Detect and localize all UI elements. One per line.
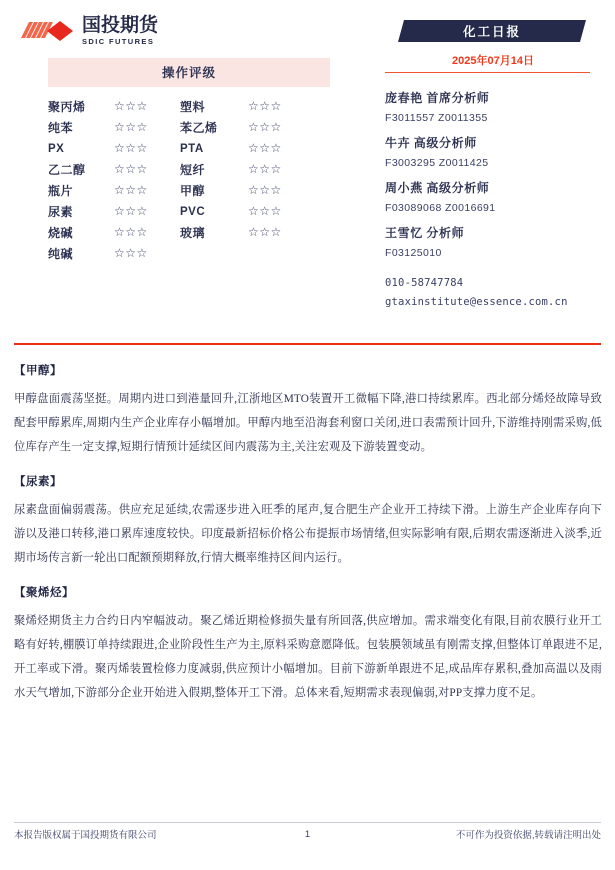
rating-name: PVC (180, 205, 206, 218)
rating-stars: ☆☆☆ (248, 162, 282, 176)
contact-block (385, 274, 600, 312)
analyst-license-code: F3011557 Z0011355 (385, 112, 488, 125)
logo-english-name: SDIC FUTURES (82, 36, 155, 46)
section-heading: 【尿素】 (14, 476, 62, 488)
rating-table-title: 操作评级 (48, 58, 330, 87)
report-header (0, 0, 615, 345)
rating-stars: ☆☆☆ (114, 162, 148, 176)
table-row (48, 222, 330, 243)
rating-stars: ☆☆☆ (114, 99, 148, 113)
analyst-name: 王雪忆 分析师 (385, 226, 465, 241)
rating-stars: ☆☆☆ (114, 183, 148, 197)
date-underline (385, 72, 590, 73)
rating-name: 玻璃 (180, 226, 206, 240)
rating-stars: ☆☆☆ (248, 225, 282, 239)
footer-copyright: 本报告版权属于国投期货有限公司 (14, 830, 157, 841)
section-polyolefin (14, 584, 602, 705)
report-title: 化工日报 (462, 25, 521, 39)
rating-name: 纯碱 (48, 247, 74, 261)
rating-name: 甲醇 (180, 184, 206, 198)
analyst-name: 庞春艳 首席分析师 (385, 91, 490, 106)
table-row (48, 138, 330, 159)
logo-wordmark (82, 16, 158, 47)
rating-name: 苯乙烯 (180, 121, 218, 135)
section-paragraph: 尿素盘面偏弱震荡。供应充足延续,农需逐步进入旺季的尾声,复合肥生产企业开工持续下滑。上游生产企业库存向下游以及港口转移,港口累库速度较快。印度最新招标价格公布提振市场情绪,但实际影响有限,后期农需逐渐进入淡季,近期市场传言新一轮出口配额预期释放,行情大概率维持区间内运行。 (14, 504, 602, 564)
table-row (48, 201, 330, 222)
operation-rating-table (48, 58, 330, 264)
rating-name: 纯苯 (48, 121, 74, 135)
rating-stars: ☆☆☆ (114, 120, 148, 134)
table-row (48, 159, 330, 180)
contact-email[interactable]: gtaxinstitute@essence.com.cn (385, 296, 568, 309)
analyst-name: 牛卉 高级分析师 (385, 136, 477, 151)
logo-chinese-name: 国投期货 (82, 14, 159, 36)
rating-stars: ☆☆☆ (248, 204, 282, 218)
analyst-name: 周小燕 高级分析师 (385, 181, 490, 196)
rating-name: 瓶片 (48, 184, 74, 198)
rating-stars: ☆☆☆ (248, 183, 282, 197)
header-right-column (385, 0, 600, 312)
analyst-license-code: F03125010 (385, 247, 442, 260)
section-heading: 【聚烯烃】 (14, 587, 74, 599)
rating-stars: ☆☆☆ (248, 141, 282, 155)
rating-table-rows (48, 96, 330, 264)
section-urea (14, 473, 602, 570)
rating-stars: ☆☆☆ (248, 99, 282, 113)
footer-disclaimer: 不可作为投资依据,转载请注明出处 (455, 830, 601, 841)
table-row (48, 117, 330, 138)
page-number: 1 (304, 828, 311, 840)
rating-name: 尿素 (48, 205, 74, 219)
rating-name: PTA (180, 142, 204, 155)
table-row (48, 96, 330, 117)
rating-name: 烧碱 (48, 226, 74, 240)
section-heading: 【甲醇】 (14, 365, 62, 377)
report-date-wrap (398, 51, 588, 69)
list-item (385, 225, 600, 262)
footer-divider (14, 822, 601, 823)
rating-stars: ☆☆☆ (114, 225, 148, 239)
logo-mark-icon (20, 16, 78, 46)
company-logo (20, 14, 158, 48)
rating-name: 乙二醇 (48, 163, 86, 177)
section-paragraph: 甲醇盘面震荡坚挺。周期内进口到港量回升,江浙地区MTO装置开工微幅下降,港口持续累库。西北部分烯烃故障导致配套甲醇累库,周期内生产企业库存小幅增加。甲醇内地至沿海套利窗口关闭,进口表需预计回升,下游维持刚需采购,低位库存产生一定支撑,短期行情预计延续区间内震荡为主,关注宏观及下游装置变动。 (14, 393, 602, 453)
report-footer (14, 827, 601, 841)
list-item (385, 90, 600, 127)
analyst-license-code: F03089068 Z0016691 (385, 202, 496, 215)
analyst-list (385, 90, 600, 262)
rating-name: PX (48, 142, 65, 155)
table-row (48, 180, 330, 201)
rating-name: 聚丙烯 (48, 100, 86, 114)
table-row (48, 243, 330, 264)
section-methanol (14, 362, 602, 459)
section-paragraph: 聚烯烃期货主力合约日内窄幅波动。聚乙烯近期检修损失量有所回落,供应增加。需求端变化有限,目前农膜行业开工略有好转,棚膜订单持续跟进,企业阶段性生产为主,原料采购意愿降低。包装膜领域虽有刚需支撑,但整体订单跟进不足,开工率或下滑。聚丙烯装置检修力度减弱,供应预计小幅增加。目前下游新单跟进不足,成品库存累积,叠加高温以及雨水天气增加,下游部分企业开始进入假期,整体开工下滑。总体来看,短期需求表现偏弱,对PP支撑力度不足。 (14, 615, 602, 699)
header-divider (14, 343, 601, 345)
rating-name: 塑料 (180, 100, 206, 114)
rating-stars: ☆☆☆ (248, 120, 282, 134)
contact-phone: 010-58747784 (385, 277, 464, 290)
report-date: 2025年07月14日 (452, 55, 534, 67)
report-content (14, 362, 602, 719)
list-item (385, 180, 600, 217)
rating-name: 短纤 (180, 163, 206, 177)
list-item (385, 135, 600, 172)
rating-stars: ☆☆☆ (114, 246, 148, 260)
rating-stars: ☆☆☆ (114, 204, 148, 218)
rating-stars: ☆☆☆ (114, 141, 148, 155)
analyst-license-code: F3003295 Z0011425 (385, 157, 489, 170)
report-title-banner (398, 20, 586, 42)
